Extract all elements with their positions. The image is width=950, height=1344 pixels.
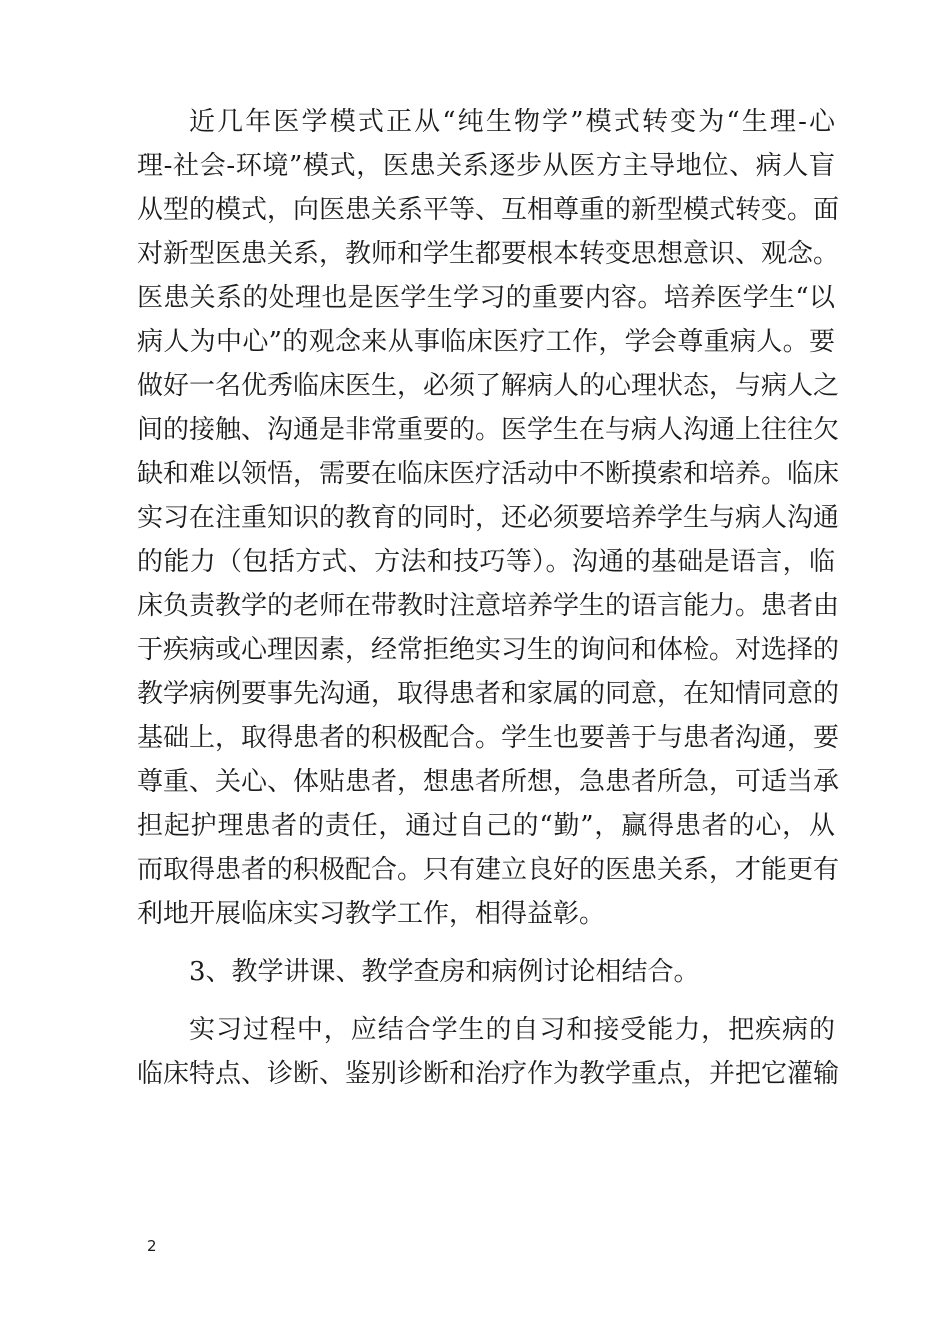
text-line: 缺和难以领悟，需要在临床医疗活动中不断摸索和培养。临床 bbox=[137, 459, 840, 489]
page-number: 2 bbox=[147, 1237, 157, 1255]
text-line: 做好一名优秀临床医生，必须了解病人的心理状态，与病人之 bbox=[137, 371, 840, 401]
text-line: 对新型医患关系，教师和学生都要根本转变思想意识、观念。 bbox=[137, 239, 840, 269]
text-line: 实习过程中，应结合学生的自习和接受能力，把疾病的 bbox=[189, 1015, 835, 1045]
text-line: 利地开展临床实习教学工作，相得益彰。 bbox=[137, 899, 606, 929]
text-line: 尊重、关心、体贴患者，想患者所想，急患者所急，可适当承 bbox=[137, 767, 840, 797]
text-line: 医患关系的处理也是医学生学习的重要内容。培养医学生“以 bbox=[137, 283, 835, 313]
section-heading: 3、教学讲课、教学查房和病例讨论相结合。 bbox=[189, 957, 700, 987]
text-line: 理-社会-环境”模式，医患关系逐步从医方主导地位、病人盲 bbox=[137, 151, 835, 181]
text-line: 担起护理患者的责任，通过自己的“勤”，赢得患者的心，从 bbox=[137, 811, 835, 841]
text-line: 基础上，取得患者的积极配合。学生也要善于与患者沟通，要 bbox=[137, 723, 840, 753]
text-line: 实习在注重知识的教育的同时，还必须要培养学生与病人沟通 bbox=[137, 503, 840, 533]
text-line: 于疾病或心理因素，经常拒绝实习生的询问和体检。对选择的 bbox=[137, 635, 840, 665]
text-line: 临床特点、诊断、鉴别诊断和治疗作为教学重点，并把它灌输 bbox=[137, 1059, 840, 1089]
text-line: 近几年医学模式正从“纯生物学”模式转变为“生理-心 bbox=[189, 107, 835, 137]
text-line: 的能力（包括方式、方法和技巧等）。沟通的基础是语言，临 bbox=[137, 547, 835, 577]
text-line: 而取得患者的积极配合。只有建立良好的医患关系，才能更有 bbox=[137, 855, 840, 885]
text-line: 间的接触、沟通是非常重要的。医学生在与病人沟通上往往欠 bbox=[137, 415, 840, 445]
text-line: 床负责教学的老师在带教时注意培养学生的语言能力。患者由 bbox=[137, 591, 840, 621]
text-line: 教学病例要事先沟通，取得患者和家属的同意，在知情同意的 bbox=[137, 679, 840, 709]
text-line: 病人为中心”的观念来从事临床医疗工作，学会尊重病人。要 bbox=[137, 327, 835, 357]
text-line: 从型的模式，向医患关系平等、互相尊重的新型模式转变。面 bbox=[137, 195, 840, 225]
body-text bbox=[137, 100, 840, 1096]
